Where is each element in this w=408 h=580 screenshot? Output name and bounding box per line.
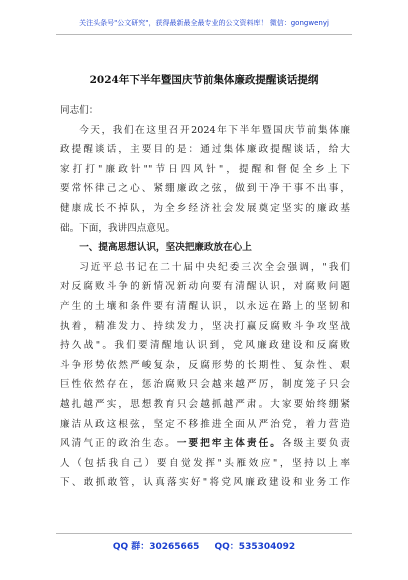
paragraph-text: 风清气正的政治生态。: [60, 438, 177, 450]
paragraph-line: 巨性依然存在，惩治腐败只会越来越严厉，制度笼子只会: [60, 379, 350, 391]
salutation: 同志们：: [60, 105, 99, 116]
intro-line: 健康成长不掉队，为全乡经济社会发展奠定坚实的廉政基: [60, 202, 350, 214]
paragraph-line: 对反腐败斗争的新情况新动向要有清醒认识，对腐败问题: [60, 281, 350, 293]
paragraph-text: 各级主要负责: [282, 438, 351, 450]
paragraph-line: 习近平总书记在二十届中央纪委三次全会强调，"我们: [79, 261, 350, 273]
intro-line: 政提醒谈话，主要目的是：通过集体廉政提醒谈话，给大: [60, 144, 350, 156]
paragraph-line: 廉洁从政这根弦，坚定不移推进全面从严治党，着力营造: [60, 418, 350, 430]
top-divider: [56, 34, 352, 35]
paragraph-line-mixed: [60, 434, 350, 454]
intro-line: 家打打"廉政针""节日四风针"，提醒和督促全乡上下: [60, 163, 350, 175]
bottom-banner: [0, 539, 408, 552]
paragraph-line: 斗争形势依然严峻复杂，反腐形势的长期性、复杂性、艰: [60, 359, 350, 371]
paragraph-line: 越扎越严实，思想教育只会越抓越严肃。大家要始终绷紧: [60, 398, 350, 410]
paragraph-line: 下、敢抓敢管，认真落实好"将党风廉政建设和业务工作: [60, 477, 350, 489]
section-heading: 一、提高思想认识，坚决把廉政放在心上: [79, 242, 252, 254]
qq-group-label: QQ 群：30265665: [112, 542, 200, 552]
emphasis-text: 一要把牢主体责任。: [176, 438, 282, 450]
bottom-divider: [56, 533, 352, 534]
intro-line: 要常怀律己之心、紧绷廉政之弦，做到干净干事不出事，: [60, 183, 350, 195]
paragraph-line: 执着，精准发力、持续发力，坚决打赢反腐败斗争攻坚战: [60, 320, 350, 332]
document-body: [60, 101, 350, 493]
paragraph-line: 人（包括我自己）要自觉发挥"头雁效应"，坚持以上率: [60, 457, 350, 469]
qq-contact-label: QQ：535304092: [214, 542, 296, 552]
document-title: 2024年下半年暨国庆节前集体廉政提醒谈话提纲: [89, 74, 319, 86]
intro-line: 础。下面，我讲四点意见。: [60, 222, 176, 234]
top-banner: 关注头条号"公文研究"，获得最新最全最专业的公文资料库！ 微信：gongwenyj: [79, 19, 329, 27]
intro-line: 今天，我们在这里召开2024年下半年暨国庆节前集体廉: [79, 124, 350, 136]
paragraph-line: 持久战"。我们要清醒地认识到，党风廉政建设和反腐败: [60, 340, 350, 352]
paragraph-line: 产生的土壤和条件要有清醒认识，以永远在路上的坚韧和: [60, 300, 350, 312]
